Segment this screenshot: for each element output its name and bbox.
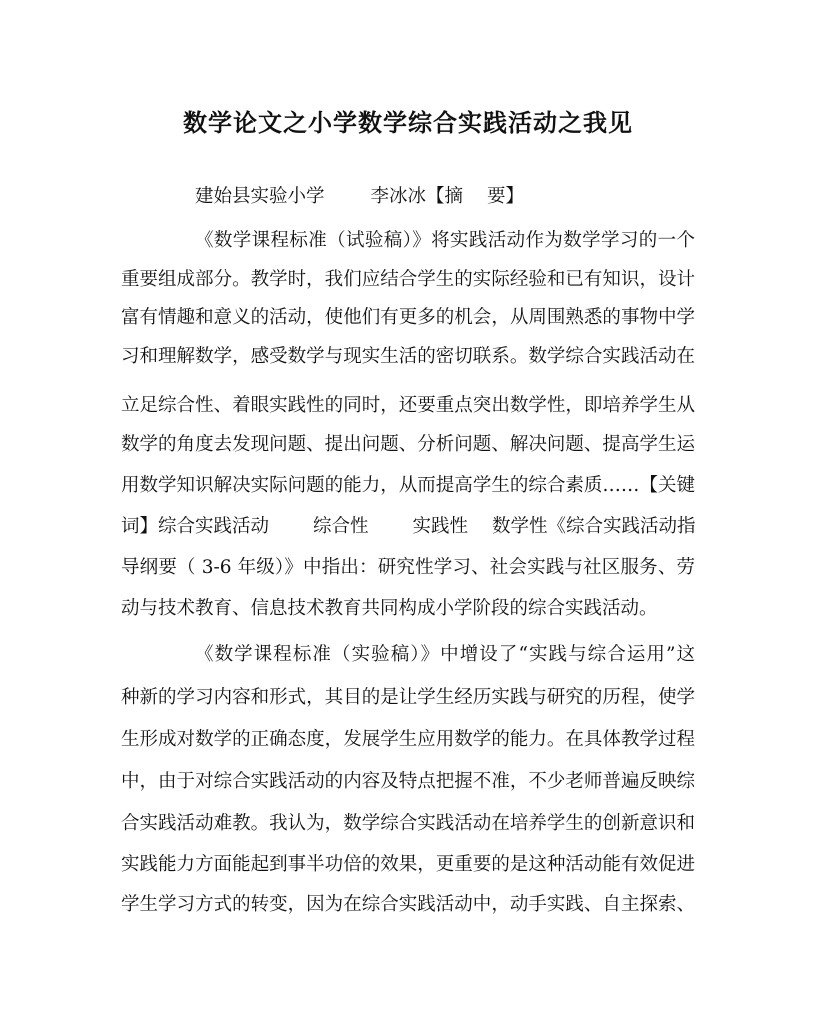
paragraph2-line: 实践能力方面能起到事半功倍的效果，更重要的是这种活动能有效促进 bbox=[121, 854, 695, 875]
paragraph1-line: 动与技术教育、信息技术教育共同构成小学阶段的综合实践活动。 bbox=[121, 598, 658, 619]
document-title: 数学论文之小学数学综合实践活动之我见 bbox=[183, 108, 633, 137]
keywords-line bbox=[121, 515, 695, 539]
paragraph1-line: 用数学知识解决实际问题的能力，从而提高学生的综合素质……【关键 bbox=[121, 475, 695, 496]
paragraph1-line: 富有情趣和意义的活动，使他们有更多的机会，从周围熟悉的事物中学 bbox=[121, 307, 695, 328]
paragraph2-line: 学生学习方式的转变，因为在综合实践活动中，动手实践、自主探索、 bbox=[121, 894, 695, 915]
keyword-comprehensive-activity: 词】综合实践活动 bbox=[121, 516, 270, 537]
byline-school: 建始县实验小学 bbox=[195, 186, 325, 207]
paragraph1-line: 重要组成部分。教学时，我们应结合学生的实际经验和已有知识，设计 bbox=[121, 269, 695, 290]
keyword-mathematics: 数学性《综合实践活动指 bbox=[492, 516, 696, 537]
byline bbox=[195, 185, 535, 209]
paragraph2-line: 种新的学习内容和形式，其目的是让学生经历实践与研究的历程，使学 bbox=[121, 687, 695, 708]
byline-tag-end: 要】 bbox=[487, 186, 525, 207]
keyword-comprehensiveness: 综合性 bbox=[313, 516, 369, 537]
paragraph1-line: 《数学课程标准（试验稿）》将实践活动作为数学学习的一个 bbox=[195, 230, 695, 251]
paragraph2-line: 中，由于对综合实践活动的内容及特点把握不准，不少老师普遍反映综 bbox=[121, 771, 695, 792]
paragraph2-line: 合实践活动难教。我认为，数学综合实践活动在培养学生的创新意识和 bbox=[121, 813, 695, 834]
paragraph2-line: 《数学课程标准（实验稿）》中增设了“实践与综合运用”这 bbox=[195, 644, 695, 665]
paragraph1-line: 习和理解数学，感受数学与现实生活的密切联系。数学综合实践活动在 bbox=[121, 346, 695, 367]
paragraph1-line: 数学的角度去发现问题、提出问题、分析问题、解决问题、提高学生运 bbox=[121, 434, 695, 455]
keyword-practicality: 实践性 bbox=[412, 516, 469, 537]
paragraph2-line: 生形成对数学的正确态度，发展学生应用数学的能力。在具体教学过程 bbox=[121, 729, 695, 750]
paragraph1-line: 导纲要（ 3-6 年级）》中指出：研究性学习、社会实践与社区服务、劳 bbox=[121, 557, 695, 578]
paragraph1-line: 立足综合性、着眼实践性的同时，还要重点突出数学性，即培养学生从 bbox=[121, 395, 695, 416]
byline-author: 李冰冰【摘 bbox=[370, 186, 464, 207]
